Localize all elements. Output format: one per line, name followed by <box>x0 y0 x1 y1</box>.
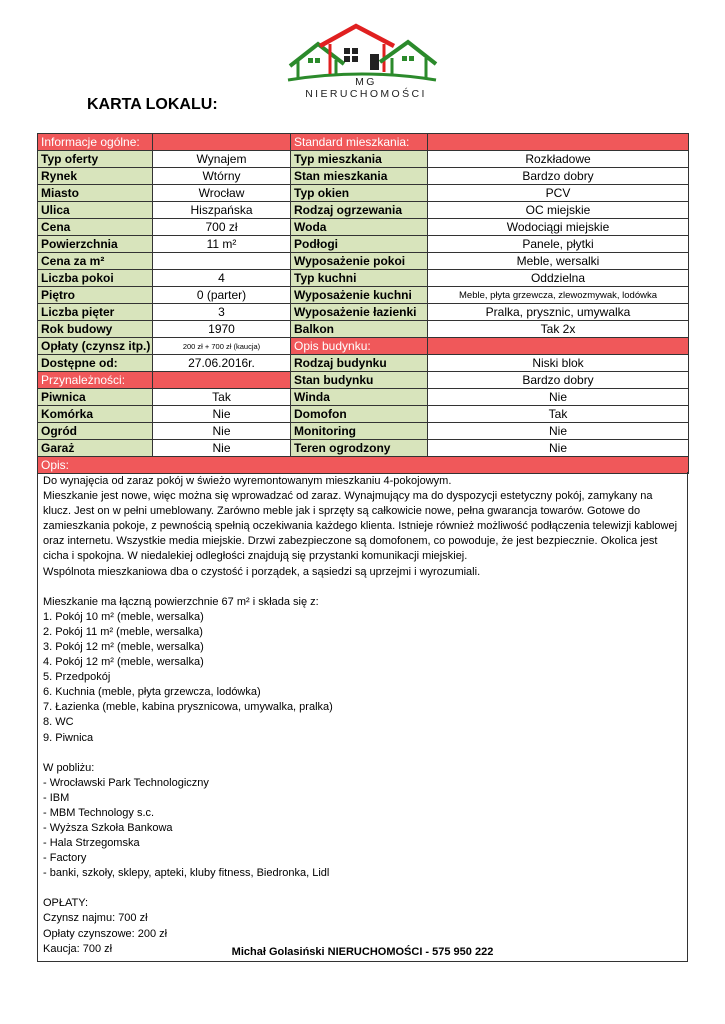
field-label: Domofon <box>291 406 428 423</box>
field-value: 1970 <box>153 321 291 338</box>
field-label: Typ oferty <box>38 151 153 168</box>
section-header-spacer <box>428 338 689 355</box>
field-label: Monitoring <box>291 423 428 440</box>
field-label: Winda <box>291 389 428 406</box>
field-value: Tak 2x <box>428 321 689 338</box>
field-value <box>153 253 291 270</box>
section-header-general: Informacje ogólne: <box>38 134 153 151</box>
table-row <box>38 253 689 270</box>
table-row <box>38 219 689 236</box>
field-label: Ogród <box>38 423 153 440</box>
field-value: Panele, płytki <box>428 236 689 253</box>
field-value: Nie <box>153 406 291 423</box>
table-row <box>38 440 689 457</box>
field-label: Wyposażenie łazienki <box>291 304 428 321</box>
field-label: Wyposażenie pokoi <box>291 253 428 270</box>
field-value: OC miejskie <box>428 202 689 219</box>
table-row <box>38 355 689 372</box>
table-row <box>38 321 689 338</box>
field-value: Oddzielna <box>428 270 689 287</box>
description-rooms: Mieszkanie ma łączną powierzchnie 67 m² i składa się z: 1. Pokój 10 m² (meble, wersalka) 2. Pokój 11 m² (meble, wersalka) 3. Pokój 12 m² (meble, wersalka) 4. Pokój 12 m² (meble, wersalka) 5. Przedpokój 6. Kuchnia (meble, płyta grzewcza, lodówka) 7. Łazienka (meble, kabina prysznicowa, umywalka, pralka) 8. WC 9. Piwnica <box>43 595 333 744</box>
table-row <box>38 457 689 474</box>
field-value: Hiszpańska <box>153 202 291 219</box>
field-value: Nie <box>428 389 689 406</box>
field-label: Stan budynku <box>291 372 428 389</box>
table-row <box>38 389 689 406</box>
field-value: 4 <box>153 270 291 287</box>
field-value: Tak <box>428 406 689 423</box>
section-header-standard: Standard mieszkania: <box>291 134 428 151</box>
field-value: Nie <box>428 423 689 440</box>
table-row <box>38 423 689 440</box>
table-row <box>38 338 689 355</box>
description-box <box>37 472 688 962</box>
field-label: Cena <box>38 219 153 236</box>
field-value: 3 <box>153 304 291 321</box>
table-row <box>38 270 689 287</box>
field-label: Rodzaj budynku <box>291 355 428 372</box>
section-header-spacer <box>153 372 291 389</box>
field-label: Powierzchnia <box>38 236 153 253</box>
field-value: Wtórny <box>153 168 291 185</box>
field-value: Meble, wersalki <box>428 253 689 270</box>
field-value: Wynajem <box>153 151 291 168</box>
field-value: 0 (parter) <box>153 287 291 304</box>
property-table <box>37 133 689 474</box>
field-label: Cena za m² <box>38 253 153 270</box>
field-value: 11 m² <box>153 236 291 253</box>
section-header-belongings: Przynależności: <box>38 372 153 389</box>
field-label: Woda <box>291 219 428 236</box>
table-header-row <box>38 134 689 151</box>
field-value: Pralka, prysznic, umywalka <box>428 304 689 321</box>
field-label: Piwnica <box>38 389 153 406</box>
table-row <box>38 304 689 321</box>
table-row <box>38 151 689 168</box>
field-label: Stan mieszkania <box>291 168 428 185</box>
field-label: Typ mieszkania <box>291 151 428 168</box>
field-label: Balkon <box>291 321 428 338</box>
description-nearby: W pobliżu: - Wrocławski Park Technologiczny - IBM - MBM Technology s.c. - Wyższa Szkoła Bankowa - Hala Strzegomska - Factory - banki, szkoły, sklepy, apteki, kluby fitness, Biedronka, Lidl <box>43 761 330 880</box>
table-row <box>38 287 689 304</box>
field-label: Podłogi <box>291 236 428 253</box>
field-value: PCV <box>428 185 689 202</box>
field-label: Komórka <box>38 406 153 423</box>
field-label: Dostępne od: <box>38 355 153 372</box>
table-row <box>38 372 689 389</box>
field-label: Teren ogrodzony <box>291 440 428 457</box>
field-value: Wodociągi miejskie <box>428 219 689 236</box>
field-value: Wrocław <box>153 185 291 202</box>
field-label: Liczba pięter <box>38 304 153 321</box>
field-label: Garaż <box>38 440 153 457</box>
field-label: Rok budowy <box>38 321 153 338</box>
section-header-spacer <box>153 134 291 151</box>
field-value: Bardzo dobry <box>428 168 689 185</box>
field-value: Niski blok <box>428 355 689 372</box>
field-value: Nie <box>428 440 689 457</box>
field-value: Rozkładowe <box>428 151 689 168</box>
section-header-spacer <box>428 134 689 151</box>
field-label: Typ kuchni <box>291 270 428 287</box>
table-row <box>38 185 689 202</box>
field-value: 27.06.2016r. <box>153 355 291 372</box>
field-value: Meble, płyta grzewcza, zlewozmywak, lodówka <box>428 287 689 304</box>
table-row <box>38 168 689 185</box>
table-row <box>38 406 689 423</box>
section-header-building: Opis budynku: <box>291 338 428 355</box>
section-header-description: Opis: <box>38 457 689 474</box>
field-value: Nie <box>153 423 291 440</box>
field-label: Miasto <box>38 185 153 202</box>
field-value: Tak <box>153 389 291 406</box>
field-value: 200 zł + 700 zł (kaucja) <box>153 338 291 355</box>
table-row <box>38 202 689 219</box>
description-intro: Do wynajęcia od zaraz pokój w świeżo wyremontowanym mieszkaniu 4-pokojowym. Mieszkanie jest nowe, więc można się wprowadzać od zaraz. Wynajmujący ma do dyspozycji estetyczny pokój, zamykany na klucz. Jest on w pełni umeblowany. Zarówno meble jak i sprzęty są całkowicie nowe, pełna gwarancja towarów. Gotowe do zamieszkania pokoje, z pewnością spełnią oczekiwania każdego klienta. Istnieje również możliwość podłączenia telewizji kablowej oraz internetu. Wszystkie media miejskie. Drzwi zabezpieczone są domofonem, co powoduje, że jest bezpiecznie. Okolica jest cicha i spokojna. W niedalekiej odległości znajdują się przystanki komunikacji miejskiej. Wspólnota mieszkaniowa dba o czystość i porządek, a sąsiedzi są uprzejmi i wyrozumiali. <box>43 475 678 578</box>
field-label: Piętro <box>38 287 153 304</box>
page-title: KARTA LOKALU: <box>87 96 218 113</box>
field-value: 700 zł <box>153 219 291 236</box>
description-fees: OPŁATY: Czynsz najmu: 700 zł Opłaty czynszowe: 200 zł Kaucja: 700 zł <box>43 897 168 955</box>
field-value: Nie <box>153 440 291 457</box>
field-label: Typ okien <box>291 185 428 202</box>
field-label: Ulica <box>38 202 153 219</box>
table-row <box>38 236 689 253</box>
field-label: Liczba pokoi <box>38 270 153 287</box>
logo-text: MG NIERUCHOMOŚCI <box>305 76 427 100</box>
field-label: Rynek <box>38 168 153 185</box>
field-label: Wyposażenie kuchni <box>291 287 428 304</box>
field-value: Bardzo dobry <box>428 372 689 389</box>
field-label: Rodzaj ogrzewania <box>291 202 428 219</box>
field-label: Opłaty (czynsz itp.) <box>38 338 153 355</box>
footer-contact: Michał Golasiński NIERUCHOMOŚCI - 575 950 222 <box>231 946 494 958</box>
